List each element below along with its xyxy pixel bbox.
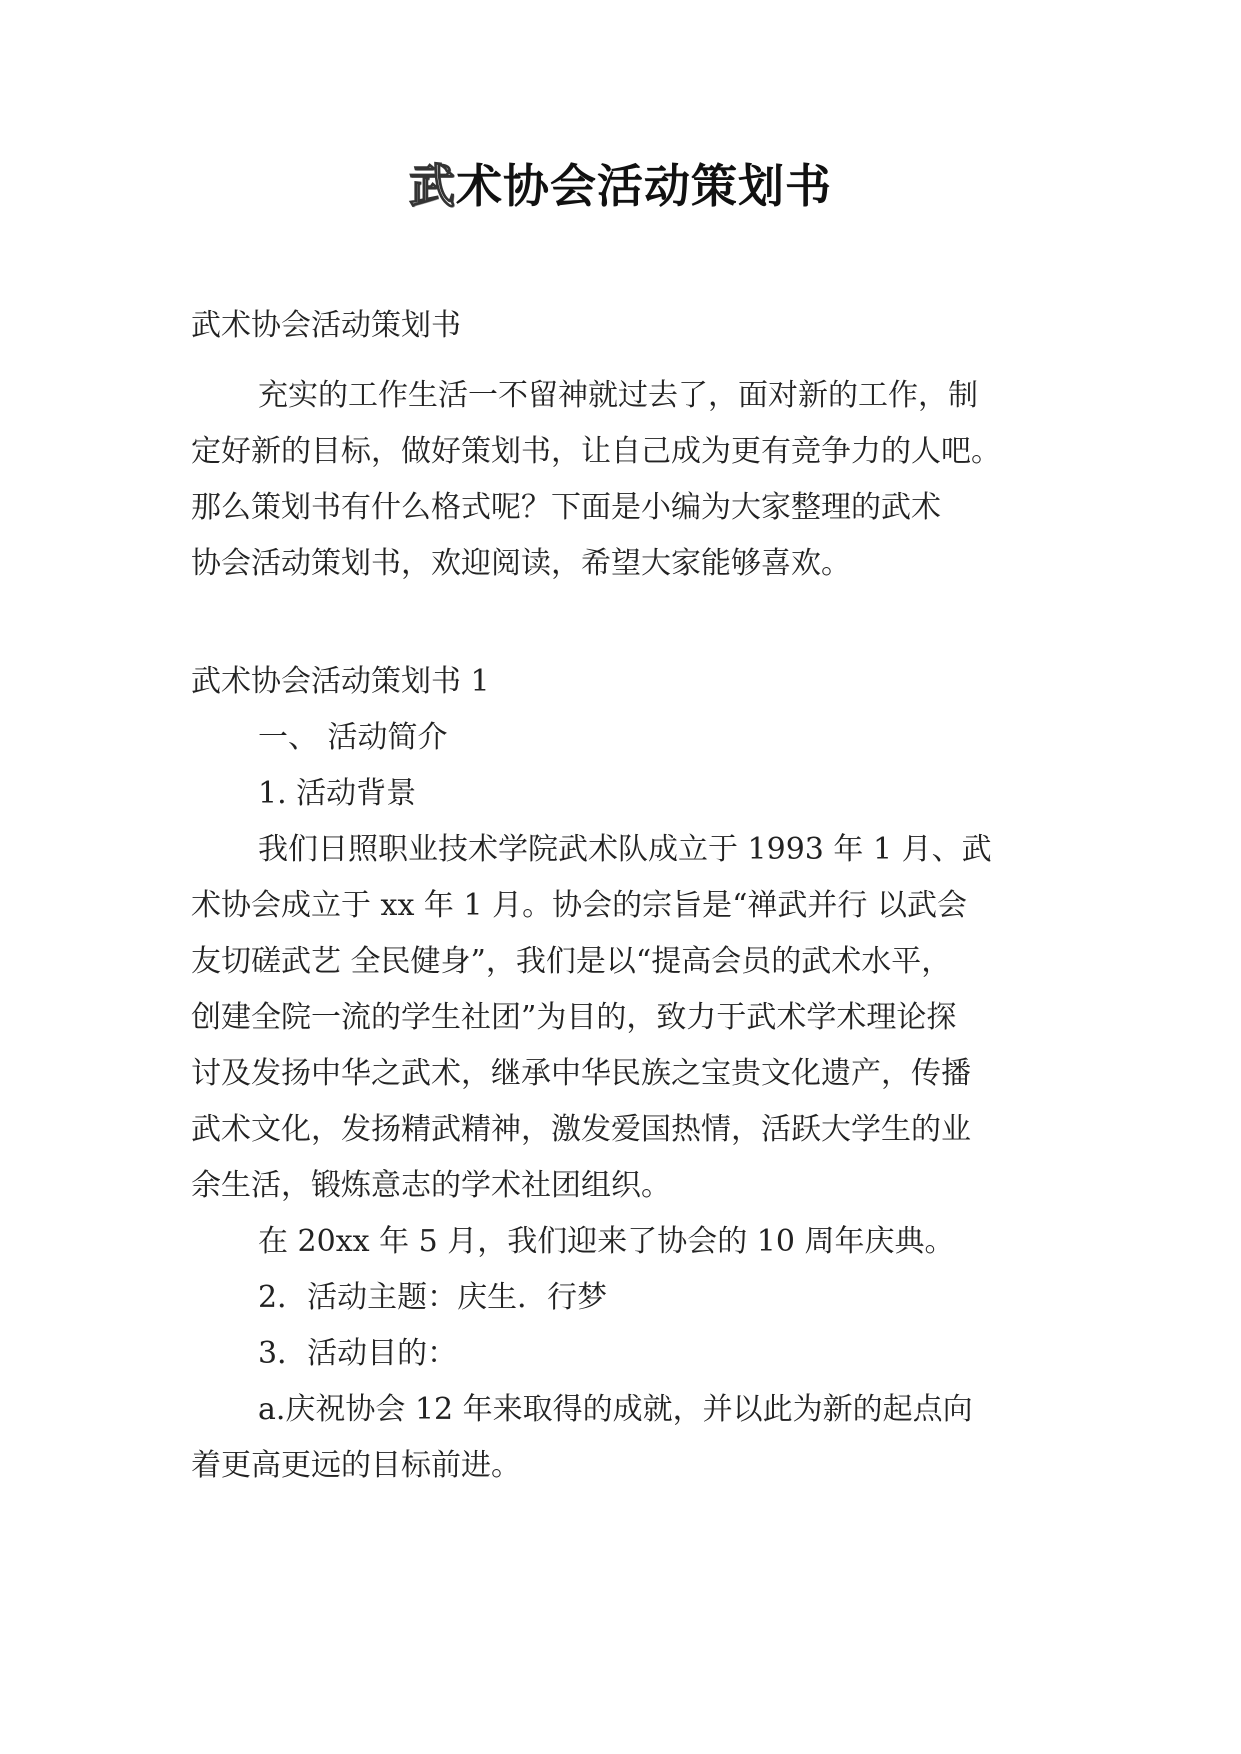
intro-line-4: 协会活动策划书，欢迎阅读，希望大家能够喜欢。	[191, 546, 851, 581]
heading-activity-background: 1. 活动背景	[258, 776, 417, 811]
intro-line-1: 充实的工作生活一不留神就过去了，面对新的工作，制	[258, 378, 978, 413]
subtitle: 武术协会活动策划书	[191, 308, 461, 343]
background-line-3: 友切磋武艺 全民健身”，我们是以“提高会员的武术水平，	[191, 944, 952, 979]
intro-line-3: 那么策划书有什么格式呢？下面是小编为大家整理的武术	[191, 490, 941, 525]
background-line-7: 余生活，锻炼意志的学术社团组织。	[191, 1168, 671, 1203]
activity-purpose-heading: 3．活动目的：	[258, 1336, 458, 1371]
anniversary-line: 在 20xx 年 5 月，我们迎来了协会的 10 周年庆典。	[258, 1224, 955, 1259]
background-line-2: 术协会成立于 xx 年 1 月。协会的宗旨是“禅武并行 以武会	[191, 888, 967, 923]
heading-activity-intro: 一、 活动简介	[258, 720, 448, 755]
background-line-4: 创建全院一流的学生社团”为目的，致力于武术学术理论探	[191, 1000, 957, 1035]
intro-line-2: 定好新的目标，做好策划书，让自己成为更有竞争力的人吧。	[191, 434, 1001, 469]
document-title	[0, 150, 1241, 216]
activity-theme: 2．活动主题：庆生．行梦	[258, 1280, 608, 1315]
background-line-5: 讨及发扬中华之武术，继承中华民族之宝贵文化遗产，传播	[191, 1056, 971, 1091]
title-rest: 术协会活动策划书	[456, 159, 832, 213]
title-first-char: 武	[409, 159, 456, 213]
purpose-a-line-2: 着更高更远的目标前进。	[191, 1448, 521, 1483]
background-line-6: 武术文化，发扬精武精神，激发爱国热情，活跃大学生的业	[191, 1112, 971, 1147]
background-line-1: 我们日照职业技术学院武术队成立于 1993 年 1 月、武	[258, 832, 992, 867]
section-title: 武术协会活动策划书 1	[191, 664, 490, 699]
purpose-a-line-1: a.庆祝协会 12 年来取得的成就，并以此为新的起点向	[258, 1392, 973, 1427]
